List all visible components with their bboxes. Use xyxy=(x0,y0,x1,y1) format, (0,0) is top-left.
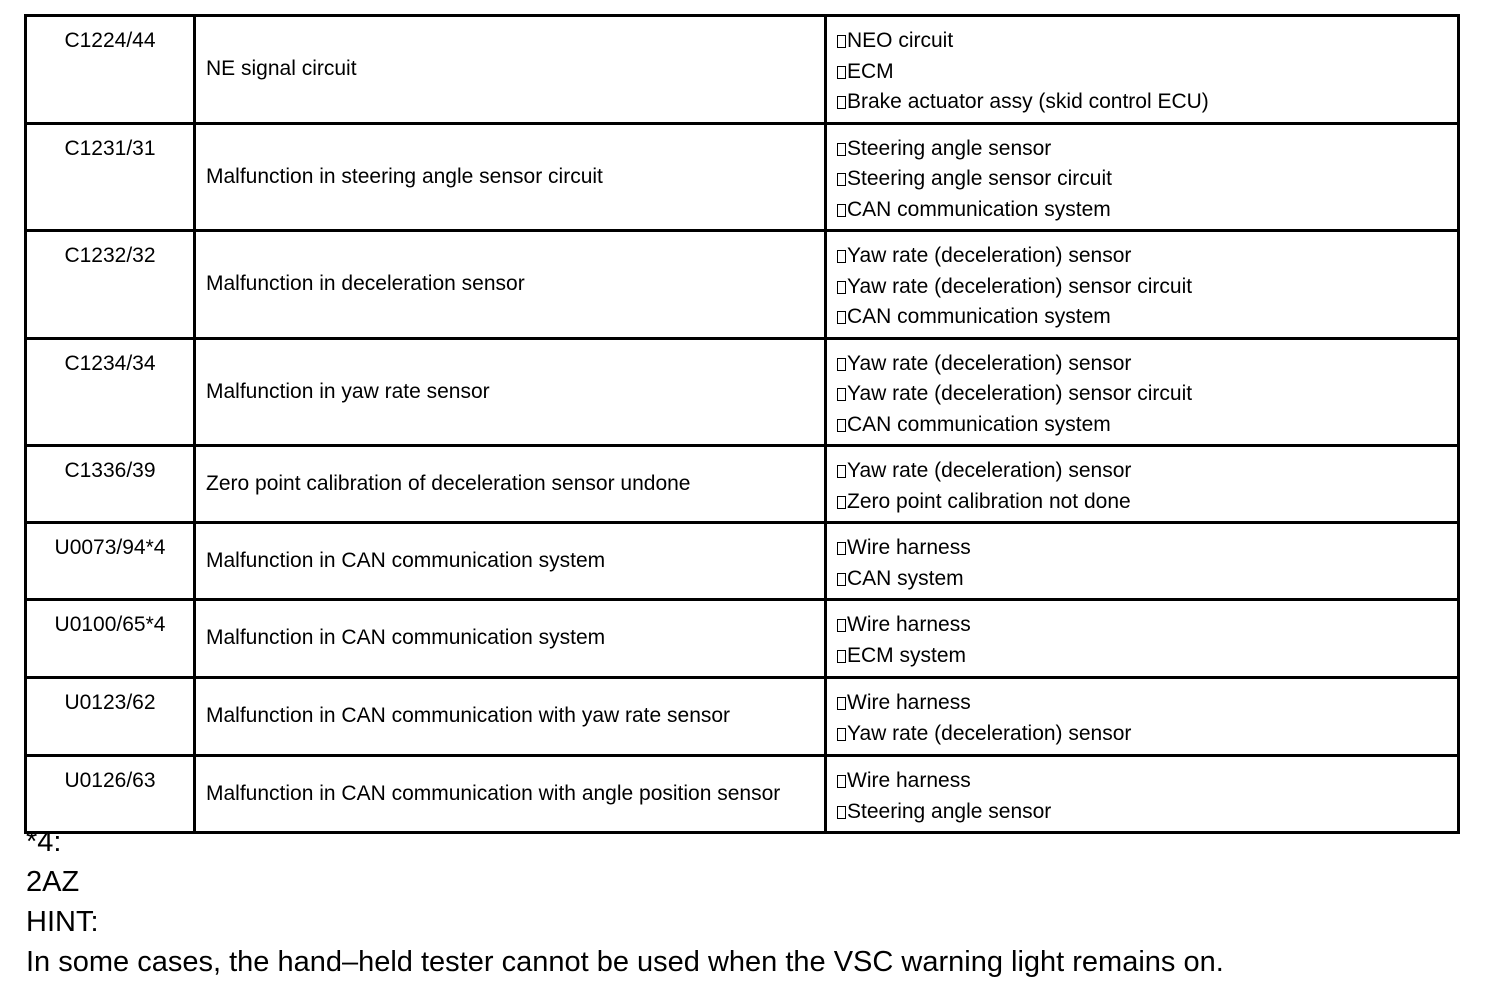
dtc-code-cell: U0126/63 xyxy=(26,756,195,833)
trouble-area-text: Brake actuator assy (skid control ECU) xyxy=(847,90,1209,113)
detection-item-cell: Malfunction in CAN communication with angle position sensor xyxy=(195,756,826,833)
table-row xyxy=(26,600,1459,678)
trouble-area-item xyxy=(837,87,1457,118)
dtc-table xyxy=(24,14,1460,834)
trouble-area-text: Yaw rate (deceleration) sensor circuit xyxy=(847,274,1193,298)
dtc-code-cell: U0123/62 xyxy=(26,678,195,756)
dtc-code-cell: C1232/32 xyxy=(26,231,195,339)
trouble-area-text: Steering angle sensor circuit xyxy=(847,167,1112,190)
checkbox-square-icon xyxy=(837,775,846,788)
trouble-area-cell xyxy=(826,600,1459,678)
trouble-area-cell xyxy=(826,338,1459,446)
trouble-area-item xyxy=(837,349,1457,380)
dtc-table-body xyxy=(26,16,1459,833)
trouble-area-item xyxy=(837,456,1457,487)
checkbox-square-icon xyxy=(837,358,846,371)
trouble-area-cell xyxy=(826,756,1459,833)
checkbox-square-icon xyxy=(837,250,846,263)
checkbox-square-icon xyxy=(837,173,846,186)
dtc-code-cell: U0073/94*4 xyxy=(26,523,195,600)
detection-item-cell: NE signal circuit xyxy=(195,16,826,124)
checkbox-square-icon xyxy=(837,66,846,79)
dtc-code-cell: C1224/44 xyxy=(26,16,195,124)
trouble-area-text: ECM system xyxy=(847,643,967,667)
trouble-area-text: Wire harness xyxy=(847,769,971,792)
trouble-area-item xyxy=(837,487,1457,518)
trouble-area-text: Yaw rate (deceleration) sensor xyxy=(847,459,1132,482)
hint-text: In some cases, the hand–held tester cannot be used when the VSC warning light remains on. xyxy=(26,946,1224,978)
checkbox-square-icon xyxy=(837,96,846,109)
trouble-area-item xyxy=(837,564,1457,595)
trouble-area-item xyxy=(837,719,1457,750)
trouble-area-text: CAN communication system xyxy=(847,197,1111,221)
trouble-area-item xyxy=(837,641,1457,672)
checkbox-square-icon xyxy=(837,311,846,324)
checkbox-square-icon xyxy=(837,542,846,555)
trouble-area-text: Steering angle sensor xyxy=(847,136,1052,160)
trouble-area-cell xyxy=(826,446,1459,523)
detection-item-cell: Malfunction in steering angle sensor circuit xyxy=(195,123,826,231)
checkbox-square-icon xyxy=(837,281,846,294)
trouble-area-cell xyxy=(826,231,1459,339)
table-row xyxy=(26,123,1459,231)
detection-item-cell: Malfunction in CAN communication with yaw rate sensor xyxy=(195,678,826,756)
checkbox-square-icon xyxy=(837,388,846,401)
checkbox-square-icon xyxy=(837,143,846,156)
table-row xyxy=(26,338,1459,446)
checkbox-square-icon xyxy=(837,728,846,741)
checkbox-square-icon xyxy=(837,204,846,217)
trouble-area-item xyxy=(837,272,1457,303)
table-row xyxy=(26,756,1459,833)
trouble-area-item xyxy=(837,195,1457,226)
checkbox-square-icon xyxy=(837,419,846,432)
checkbox-square-icon xyxy=(837,573,846,586)
dtc-code-cell: C1234/34 xyxy=(26,338,195,446)
trouble-area-text: Yaw rate (deceleration) sensor xyxy=(847,351,1132,375)
detection-item-cell: Malfunction in CAN communication system xyxy=(195,600,826,678)
trouble-area-text: CAN communication system xyxy=(847,305,1111,328)
checkbox-square-icon xyxy=(837,697,846,710)
trouble-area-item xyxy=(837,379,1457,410)
trouble-area-item xyxy=(837,533,1457,564)
trouble-area-cell xyxy=(826,678,1459,756)
table-row xyxy=(26,678,1459,756)
checkbox-square-icon xyxy=(837,806,846,819)
footnote-text: 2AZ xyxy=(26,866,80,898)
notes-section xyxy=(26,822,1224,982)
detection-item-cell: Malfunction in deceleration sensor xyxy=(195,231,826,339)
checkbox-square-icon xyxy=(837,650,846,663)
detection-item-cell: Zero point calibration of deceleration sensor undone xyxy=(195,446,826,523)
trouble-area-text: Yaw rate (deceleration) sensor xyxy=(847,244,1132,267)
trouble-area-item xyxy=(837,164,1457,195)
dtc-code-cell: C1336/39 xyxy=(26,446,195,523)
trouble-area-text: NEO circuit xyxy=(847,29,954,52)
trouble-area-text: Wire harness xyxy=(847,691,971,714)
table-row xyxy=(26,16,1459,124)
trouble-area-item xyxy=(837,302,1457,333)
checkbox-square-icon xyxy=(837,496,846,509)
table-row xyxy=(26,446,1459,523)
trouble-area-item xyxy=(837,766,1457,797)
detection-item-cell: Malfunction in yaw rate sensor xyxy=(195,338,826,446)
hint-label: HINT: xyxy=(26,906,99,938)
dtc-code-cell: C1231/31 xyxy=(26,123,195,231)
trouble-area-cell xyxy=(826,523,1459,600)
table-row xyxy=(26,231,1459,339)
trouble-area-text: ECM xyxy=(847,59,894,83)
trouble-area-item xyxy=(837,410,1457,441)
trouble-area-item xyxy=(837,688,1457,719)
checkbox-square-icon xyxy=(837,619,846,632)
trouble-area-text: Wire harness xyxy=(847,613,971,636)
checkbox-square-icon xyxy=(837,35,846,48)
trouble-area-item xyxy=(837,57,1457,88)
trouble-area-text: Zero point calibration not done xyxy=(847,489,1131,513)
trouble-area-item xyxy=(837,26,1457,57)
dtc-code-cell: U0100/65*4 xyxy=(26,600,195,678)
trouble-area-text: Yaw rate (deceleration) sensor xyxy=(847,721,1132,745)
checkbox-square-icon xyxy=(837,465,846,478)
trouble-area-item xyxy=(837,241,1457,272)
trouble-area-text: CAN communication system xyxy=(847,412,1111,436)
trouble-area-item xyxy=(837,610,1457,641)
trouble-area-text: Steering angle sensor xyxy=(847,799,1052,823)
footnote-mark: *4: xyxy=(26,826,62,858)
trouble-area-cell xyxy=(826,123,1459,231)
trouble-area-item xyxy=(837,134,1457,165)
detection-item-cell: Malfunction in CAN communication system xyxy=(195,523,826,600)
trouble-area-cell xyxy=(826,16,1459,124)
trouble-area-text: Yaw rate (deceleration) sensor circuit xyxy=(847,382,1193,405)
table-row xyxy=(26,523,1459,600)
trouble-area-text: Wire harness xyxy=(847,536,971,559)
trouble-area-text: CAN system xyxy=(847,566,964,590)
